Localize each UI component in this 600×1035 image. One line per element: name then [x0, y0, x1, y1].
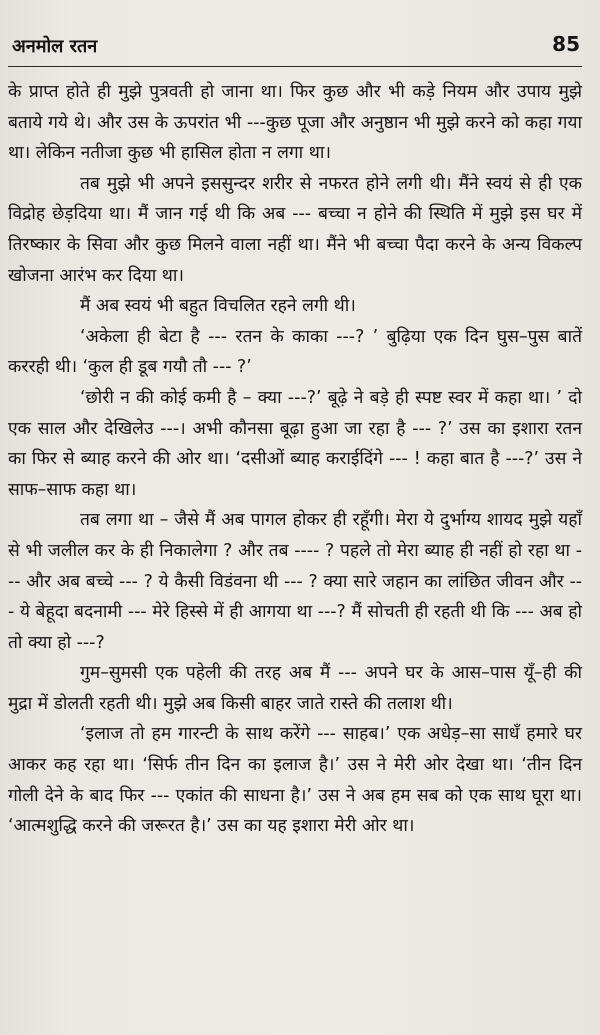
paragraph: ‘छोरी न की कोई कमी है – क्या ---?’ बूढ़े ने बड़े ही स्पष्ट स्वर में कहा था। ’ दो एक साल और देखिलेउ ---। अभी कौनसा बूढ़ा हुआ जा रहा है --- ?’ उस का इशारा रतन का फिर से ब्याह करने की ओर था। ‘दसीओं ब्याह कराईदिंगे --- ! कहा बात है ---?’ उस ने साफ–साफ कहा था। — [8, 387, 582, 500]
page-body — [8, 77, 582, 842]
paragraph: के प्राप्त होते ही मुझे पुत्रवती हो जाना था। फिर कुछ और भी कड़े नियम और उपाय मुझे बताये गये थे। और उस के ऊपरांत भी ---कुछ पूजा और अनुष्ठान भी मुझे करने को कहा गया था। लेकिन नतीजा कुछ भी हासिल होता न लगा था। — [8, 82, 582, 164]
paragraph: तब लगा था – जैसे मैं अब पागल होकर ही रहूँगी। मेरा ये दुर्भाग्य शायद मुझे यहाँ से भी जलील कर के ही निकालेगा ? और तब ---- ? पहले तो मेरा ब्याह ही नहीं हो रहा था --- और अब बच्चे --- ? ये कैसी विडंवना थी --- ? क्या सारे जहान का लांछित जीवन और --- ये बेहूदा बदनामी --- मेरे हिस्से में ही आगया था ---? मैं सोचती ही रहती थी कि --- अब हो तो क्या हो ---? — [8, 510, 582, 653]
paragraph: मैं अब स्वयं भी बहुत विचलित रहने लगी थी। — [80, 296, 356, 317]
paragraph: गुम–सुमसी एक पहेली की तरह अब मैं --- अपने घर के आस–पास यूँ–ही की मुद्रा में डोलती रहती थी। मुझे अब किसी बाहर जाते रास्ते की तलाश थी। — [8, 663, 582, 714]
page-header — [8, 30, 582, 67]
paragraph: ‘इलाज तो हम गारन्टी के साथ करेंगे --- साहब।’ एक अधेड़–सा साधँ हमारे घर आकर कह रहा था। ‘सिर्फ तीन दिन का इलाज है।’ उस ने मेरी ओर देखा था। ‘तीन दिन गोली देने के बाद फिर --- एकांत की साधना है।’ उस ने अब हम सब को एक साथ घूरा था। ‘आत्मशुद्धि करने की जरूरत है।’ उस का यह इशारा मेरी ओर था। — [8, 724, 582, 837]
paragraph: तब मुझे भी अपने इससुन्दर शरीर से नफरत होने लगी थी। मैंने स्वयं से ही एक विद्रोह छेड़दिया था। मैं जान गई थी कि अब --- बच्चा न होने की स्थिति में मुझे इस घर में तिरष्कार के सिवा और कुछ मिलने वाला नहीं था। मैंने भी बच्चा पैदा करने के अन्य विकल्प खोजना आरंभ कर दिया था। — [8, 173, 582, 286]
paragraph: ‘अकेला ही बेटा है --- रतन के काका ---? ’ बुढ़िया एक दिन घुस–पुस बातें कररही थी। ‘कुल ही डूब गयौ तौ --- ?’ — [8, 326, 582, 378]
running-title: अनमोल रतन — [12, 36, 98, 57]
page-number: 85 — [552, 32, 580, 56]
